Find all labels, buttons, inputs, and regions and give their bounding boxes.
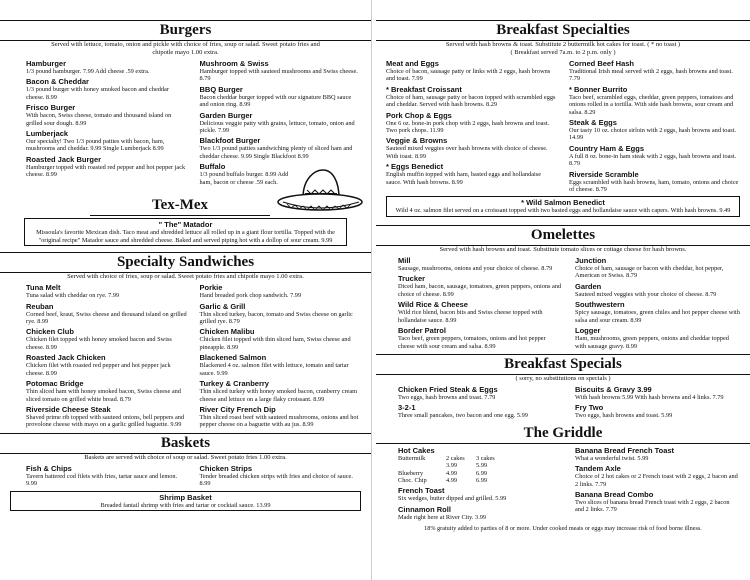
item-desc: Two slices of banana bread French toast with 2 eggs, 2 bacon and 2 links. 7.79 — [575, 498, 730, 514]
item-desc: Choice of bacon, sausage patty or links with 2 eggs, hash browns and toast. 7.99 — [386, 68, 551, 83]
burgers-section — [0, 20, 371, 188]
item-name: Banana Bread Combo — [575, 489, 654, 499]
griddle-col-left — [398, 446, 563, 523]
item-desc: Chicken filet topped with thin sliced ham, Swiss cheese and pineapple. 8.99 — [199, 336, 351, 351]
item-name: * Wild Salmon Benedict — [521, 198, 605, 208]
item-name: Trucker — [398, 274, 426, 284]
shrimp-basket-box — [10, 491, 361, 512]
menu-item — [200, 136, 362, 160]
breakfast-col-right — [569, 59, 740, 195]
item-desc: Diced ham, bacon, sausage, tomatoes, green peppers, onions and choice of cheese. 8.99 — [398, 283, 562, 298]
menu-item — [386, 59, 557, 83]
item-name: Mill — [398, 256, 411, 266]
item-name: Riverside Cheese Steak — [26, 404, 111, 414]
sandwiches-title: Specialty Sandwiches — [0, 252, 371, 273]
price-cell: 2 cakes 3.99 — [446, 454, 465, 470]
menu-item — [575, 446, 740, 462]
item-desc: Thin sliced turkey, bacon, tomato and Swiss cheese on garlic grilled rye. 8.79 — [199, 310, 353, 326]
hotcakes-item — [398, 446, 563, 485]
item-desc: Sauteed mixed veggies with your choice of cheese. 8.79 — [575, 290, 717, 298]
item-desc: Traditional Irish meal served with 2 eggs, hash browns and toast. 7.79 — [569, 68, 733, 83]
breakfast-specialties-note: Served with hash browns & toast. Substitute 2 buttermilk hot cakes for toast. ( * no toast ) — [445, 41, 681, 48]
item-name: Bacon & Cheddar — [26, 77, 89, 87]
item-desc: Hamburger topped with sauteed mushrooms and Swiss cheese. 8.79 — [199, 68, 358, 83]
menu-item — [26, 464, 188, 488]
item-desc: Spicy sausage, tomatoes, green chiles and hot pepper cheese with salsa and sour cream. 8.99 — [575, 309, 740, 324]
item-name: Garden Burger — [199, 110, 253, 120]
item-name: * Bonner Burrito — [569, 84, 628, 94]
item-name: Blackfoot Burger — [199, 136, 261, 146]
menu-item — [200, 111, 362, 135]
item-name: Pork Chop & Eggs — [386, 110, 452, 120]
item-name: Hot Cakes — [398, 445, 435, 455]
hotcakes-price-table — [398, 455, 563, 485]
item-desc: Two 1/3 pound patties sandwiching plenty of sliced ham and cheddar cheese. 9.99 Single Blackfoot 8.99 — [199, 145, 353, 160]
griddle-col-right — [575, 446, 740, 523]
left-page — [0, 0, 372, 580]
item-name: French Toast — [398, 486, 445, 496]
griddle-list — [376, 444, 750, 523]
price-cell: Blueberry — [398, 469, 424, 477]
burgers-title: Burgers — [0, 20, 371, 41]
item-name: Junction — [575, 256, 607, 266]
menu-item — [200, 59, 362, 83]
item-desc: Choice of 2 hot cakes or 2 French toast with 2 eggs, 2 bacon and 2 links. 7.79 — [575, 473, 738, 488]
item-desc: Sauteed mixed veggies over hash browns with choice of cheese. With toast. 8.99 — [386, 145, 548, 160]
item-name: Riverside Scramble — [569, 169, 639, 179]
item-desc: Two eggs, hash browns and toast. 7.79 — [398, 393, 496, 401]
menu-item — [200, 405, 362, 429]
item-desc: Chicken filet with roasted red pepper and hot pepper jack cheese. 8.99 — [26, 362, 171, 377]
item-desc: Shaved prime rib topped with sauteed onions, bell peppers and provolone cheese with mayo on a garlic grilled baguette. 9.99 — [26, 413, 185, 429]
sandwiches-note: Served with choice of fries, soup or salad. Sweet potato fries and chipotle mayo 1.00 extra. — [67, 273, 304, 281]
burgers-note: Served with lettuce, tomato, onion and pickle with choice of fries, soup or salad. Sweet potato fries and chipotle mayo 1.00 extra. — [51, 41, 320, 56]
item-name: 3-2-1 — [398, 403, 416, 413]
item-desc: Choice of ham, sausage patty or bacon topped with scrambled eggs and cheddar. Served with hash browns. 8.29 — [386, 93, 556, 109]
breakfast-specials-section — [376, 354, 750, 422]
item-name: Turkey & Cranberry — [199, 379, 269, 389]
item-name: Tuna Melt — [26, 283, 61, 293]
item-desc: With hash browns 5.99 With hash browns and 4 links. 7.79 — [575, 393, 724, 401]
omelettes-title: Omelettes — [376, 225, 750, 246]
item-name: Frisco Burger — [26, 103, 76, 113]
item-name: * Eggs Benedict — [386, 162, 444, 172]
sandwiches-col-left — [26, 283, 188, 430]
item-name: River City French Dip — [199, 404, 276, 414]
menu-item — [398, 274, 563, 298]
item-desc: Ham, mushrooms, green peppers, onions and cheddar topped with sausage gravy. 8.99 — [575, 335, 729, 350]
item-name: Chicken Club — [26, 327, 74, 337]
item-name: Wild Rice & Cheese — [398, 300, 468, 310]
menu-item — [200, 85, 362, 109]
menu-item — [569, 118, 740, 142]
item-desc: Hand breaded pork chop sandwich. 7.99 — [199, 292, 302, 300]
item-desc: Tavern battered cod filets with fries, tartar sauce and lemon. 9.99 — [26, 472, 178, 488]
item-name: Logger — [575, 326, 601, 336]
menu-item — [398, 486, 563, 502]
menu-item — [575, 403, 740, 419]
menu-item — [26, 405, 188, 429]
item-name: Garlic & Grill — [199, 301, 246, 311]
item-name: * Breakfast Croissant — [386, 84, 462, 94]
menu-item — [398, 403, 563, 419]
item-name: Steak & Eggs — [569, 118, 617, 128]
menu-item — [575, 282, 740, 298]
price-cell: 3 cakes 5.99 — [476, 454, 495, 470]
item-desc: Corned beef, kraut, Swiss cheese and thousand island on grilled rye. 8.99 — [26, 310, 187, 326]
item-name: Veggie & Browns — [386, 136, 448, 146]
item-name: Cinnamon Roll — [398, 504, 451, 514]
menu-item — [398, 505, 563, 521]
specials-col-left — [398, 385, 563, 422]
item-desc: Tender breaded chicken strips with fries and choice of sauce. 8.99 — [199, 472, 353, 488]
item-name: Lumberjack — [26, 129, 69, 139]
item-name: Chicken Malibu — [199, 327, 255, 337]
item-name: Potomac Bridge — [26, 379, 84, 389]
baskets-list — [0, 462, 371, 490]
menu-item — [575, 464, 740, 488]
item-desc: A full 8 oz. bone-in ham steak with 2 eggs, hash browns and toast. 8.79 — [569, 152, 737, 168]
item-desc: Wild rice blend, bacon bits and Swiss cheese topped with hollandaise sauce. 8.99 — [398, 309, 543, 324]
item-name: Corned Beef Hash — [569, 59, 635, 68]
menu-item — [200, 379, 362, 403]
baskets-title: Baskets — [0, 433, 371, 454]
item-desc: 1/3 pound buffalo burger. 8.99 Add ham, bacon or cheese .59 each. — [199, 171, 289, 186]
item-name: Country Ham & Eggs — [569, 143, 645, 153]
sandwiches-list — [0, 281, 371, 430]
item-name: Hamburger — [26, 59, 67, 68]
menu-item — [200, 353, 362, 377]
item-name: Banana Bread French Toast — [575, 445, 675, 455]
omelettes-col-right — [575, 256, 740, 352]
item-name: Chicken Strips — [199, 463, 253, 473]
wild-salmon-box — [386, 196, 740, 217]
right-page — [376, 0, 750, 580]
menu-item — [575, 490, 740, 514]
item-desc: Wild 4 oz. salmon filet served on a croissant topped with two basted eggs and hollandaise sauce with capers. With hash browns. 9.49 — [395, 207, 731, 215]
omelettes-col-left — [398, 256, 563, 352]
price-cell: 4.99 — [446, 469, 458, 477]
item-name: Tandem Axle — [575, 464, 621, 474]
price-cell: 4.99 — [446, 476, 458, 484]
item-name: Border Patrol — [398, 326, 446, 336]
item-desc: Missoula's favorite Mexican dish. Taco meat and shredded lettuce all rolled up in a giant flour tortilla. Topped with the "original recipe" Matador sauce and shredded cheese. Baked and served piping hot with a dollop of sour cream. 9.99 — [36, 229, 335, 244]
omelettes-list — [376, 254, 750, 352]
menu-item — [26, 155, 188, 179]
menu-item — [200, 464, 362, 488]
item-desc: Choice of ham, sausage or bacon with cheddar, hot pepper, American or Swiss. 8.79 — [575, 265, 724, 280]
item-desc: Our tasty 10 oz. choice sirloin with 2 eggs, hash browns and toast. 14.99 — [569, 127, 737, 142]
item-name: Southwestern — [575, 300, 625, 310]
item-name: Fish & Chips — [26, 463, 72, 473]
breakfast-specials-title: Breakfast Specials — [376, 354, 750, 375]
item-desc: Taco beef, green peppers, tomatoes, onions and hot pepper cheese with sour cream and salsa. 8.99 — [398, 335, 546, 350]
item-name: Roasted Jack Burger — [26, 154, 102, 164]
item-desc: What a wonderful twist. 5.99 — [575, 454, 649, 462]
item-desc: Sausage, mushrooms, onions and your choice of cheese. 8.79 — [398, 265, 553, 273]
menu-item — [26, 327, 188, 351]
item-name: Blackened Salmon — [199, 353, 267, 363]
menu-item — [26, 77, 188, 101]
item-desc: One 6 oz. bone-in pork chop with 2 eggs, hash browns and toast. Two pork chops. 11.99 — [386, 119, 550, 135]
item-desc: Chicken filet topped with honey smoked bacon and Swiss cheese. 8.99 — [26, 336, 172, 351]
texmex-title: Tex-Mex — [90, 196, 270, 216]
menu-item — [26, 59, 188, 75]
menu-item — [26, 283, 188, 299]
menu-item — [26, 103, 188, 127]
item-desc: Three small pancakes, two bacon and one egg. 5.99 — [398, 412, 528, 420]
item-desc: Eggs scrambled with hash browns, ham, tomato, onions and choice of cheese. 8.79 — [569, 178, 739, 194]
menu-item — [575, 385, 740, 401]
breakfast-specialties-title: Breakfast Specialties — [376, 20, 750, 41]
price-cell: 6.99 — [476, 469, 488, 477]
item-desc: Taco beef, scrambled eggs, cheddar, green peppers, tomatoes and onions rolled in a tortilla. With side hash browns, sour cream and salsa. 8.29 — [569, 93, 734, 116]
omelettes-section — [376, 225, 750, 352]
item-desc: Breaded fantail shrimp with fries and tartar or cocktail sauce. 13.99 — [100, 501, 271, 509]
specials-col-right — [575, 385, 740, 422]
breakfast-specialties-section — [376, 20, 750, 217]
menu-item — [569, 170, 740, 194]
gratuity-footer: 18% gratuity added to parties of 8 or more. Under cooked meats or eggs may increase risk of food borne illness. — [424, 525, 702, 533]
menu-item — [386, 136, 557, 160]
menu-item — [569, 85, 740, 116]
menu-item — [569, 59, 740, 83]
item-desc: 1/3 pound burger with honey smoked bacon and cheddar cheese. 8.99 — [26, 86, 169, 101]
item-name: Chicken Fried Steak & Eggs — [398, 384, 498, 394]
menu-item — [26, 302, 188, 326]
item-name: Reuban — [26, 301, 54, 311]
item-desc: Delicious veggie patty with grains, lettuce, tomato, onion and pickle. 7.99 — [199, 119, 355, 135]
menu-item — [200, 283, 362, 299]
price-cell: Buttermilk — [398, 454, 426, 462]
sandwiches-section — [0, 252, 371, 430]
item-desc: Thin sliced turkey with honey smoked bacon, cranberry cream cheese and lettuce on a large flaky croissant. 8.99 — [199, 388, 358, 403]
item-name: Garden — [575, 281, 602, 291]
breakfast-specialties-list — [376, 57, 750, 195]
item-desc: With bacon, Swiss cheese, tomato and thousand island on grilled sour dough. 8.99 — [26, 112, 172, 127]
menu-item — [398, 385, 563, 401]
price-cell: 6.99 — [476, 476, 488, 484]
griddle-title: The Griddle — [376, 424, 750, 444]
item-desc: Thin sliced ham with honey smoked bacon, Swiss cheese and sliced tomato on grilled white bread. 8.79 — [26, 388, 181, 403]
item-name: Fry Two — [575, 403, 604, 413]
menu-item — [575, 326, 740, 350]
item-name: BBQ Burger — [199, 84, 243, 94]
item-desc: Our specialty! Two 1/3 pound patties with bacon, ham, mushrooms and cheddar. 9.99 Single Lumberjack 8.99 — [26, 138, 165, 153]
item-name: Meat and Eggs — [386, 59, 439, 68]
omelettes-note: Served with hash browns and toast. Substitute tomato slices or cottage cheese for hash browns. — [439, 246, 687, 254]
menu-item — [386, 162, 557, 186]
menu-item — [386, 111, 557, 135]
item-desc: Two eggs, hash browns and toast. 5.99 — [575, 412, 673, 420]
item-desc: Hamburger topped with roasted red pepper and hot pepper jack cheese. 8.99 — [26, 163, 186, 179]
sandwiches-col-right — [200, 283, 362, 430]
baskets-note: Baskets are served with choice of soup or salad. Sweet potato fries 1.00 extra. — [84, 453, 287, 461]
breakfast-specials-note: ( sorry, no substitutions on specials ) — [515, 374, 611, 382]
item-name: Roasted Jack Chicken — [26, 353, 106, 363]
item-desc: Blackened 4 oz. salmon filet with lettuce, tomato and tartar sauce. 9.99 — [199, 362, 349, 377]
menu-item — [575, 300, 740, 324]
item-name: " The" Matador — [158, 220, 213, 230]
breakfast-col-left — [386, 59, 557, 195]
breakfast-hours-note: ( Breakfast served 7a.m. to 2 p.m. only ) — [510, 49, 616, 56]
item-name: Buffalo — [199, 162, 226, 172]
menu-item — [26, 379, 188, 403]
item-name: Biscuits & Gravy 3.99 — [575, 384, 652, 394]
price-cell: Choc. Chip — [398, 476, 427, 484]
item-desc: Thin sliced roast beef with sauteed mushrooms, onions and hot pepper cheese on a baguette with au jus. 8.99 — [199, 413, 359, 429]
menu-item — [200, 302, 362, 326]
menu-item — [386, 85, 557, 109]
menu-item — [575, 256, 740, 280]
item-desc: Tuna salad with cheddar on rye. 7.99 — [26, 292, 120, 300]
item-desc: Six wedges, butter dipped and grilled. 5.99 — [398, 495, 507, 503]
breakfast-specials-list — [376, 383, 750, 422]
item-name: Shrimp Basket — [159, 492, 212, 502]
menu-item — [26, 129, 188, 153]
item-name: Mushroom & Swiss — [199, 59, 269, 68]
item-desc: 1/3 pound hamburger. 7.99 Add cheese .59 extra. — [26, 68, 150, 75]
menu-item — [398, 256, 563, 272]
item-desc: Bacon cheddar burger topped with our signature BBQ sauce and onion ring. 8.99 — [199, 93, 352, 109]
item-name: Porkie — [199, 283, 223, 293]
menu-item — [398, 300, 563, 324]
burgers-col-left — [26, 59, 188, 188]
menu-item — [26, 353, 188, 377]
menu-item — [569, 144, 740, 168]
item-desc: English muffin topped with ham, basted eggs and hollandaise sauce. With hash browns. 8.99 — [386, 171, 542, 186]
griddle-section — [376, 424, 750, 534]
sombrero-icon — [275, 168, 365, 226]
menu-item — [398, 326, 563, 350]
item-desc: Made right here at River City. 3.99 — [398, 513, 487, 521]
baskets-section — [0, 433, 371, 511]
menu-item — [200, 327, 362, 351]
